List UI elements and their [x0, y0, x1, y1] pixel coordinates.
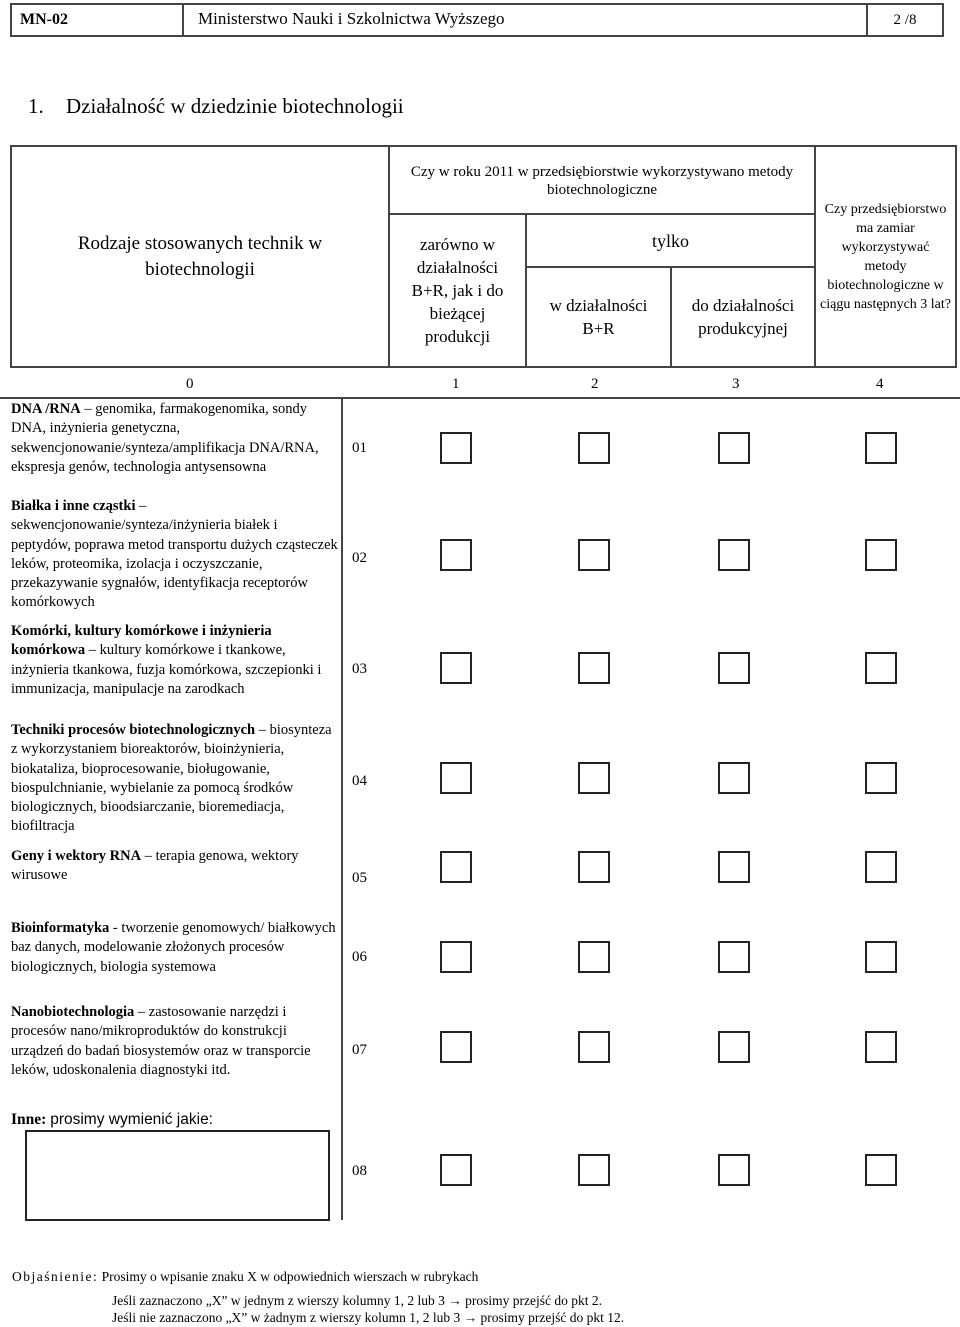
col3-header: do działalności produkcyjnej: [670, 266, 814, 366]
row-04-title: Techniki procesów biotechnologicznych: [11, 722, 256, 738]
checkbox-04-col2[interactable]: [578, 762, 610, 794]
row-07-text: – zastosowanie narzędzi i procesów nano/mikroproduktów do konstrukcji urządzeń do badań biosystemów oraz w transporcie leków, udoskonalenia diagnostyki itd.: [11, 1004, 311, 1078]
checkbox-03-col1[interactable]: [440, 652, 472, 684]
checkbox-08-col3[interactable]: [718, 1154, 750, 1186]
checkbox-08-col2[interactable]: [578, 1154, 610, 1186]
row-02-description: [11, 497, 341, 613]
checkbox-01-col2[interactable]: [578, 432, 610, 464]
techniques-column-header: Rodzaje stosowanych technik w biotechnologii: [77, 232, 323, 280]
checkbox-04-col3[interactable]: [718, 762, 750, 794]
code-column-divider: [341, 397, 343, 1220]
other-techniques-field[interactable]: [25, 1130, 330, 1221]
checkbox-01-col3[interactable]: [718, 432, 750, 464]
row-01-text: – genomika, farmakogenomika, sondy DNA, inżynieria genetyczna, sekwencjonowanie/synteza/amplifikacja DNA/RNA, ekspresja genów, technologia antysensowna: [11, 401, 319, 475]
row-04-description: [11, 721, 341, 837]
checkbox-02-col4[interactable]: [865, 539, 897, 571]
question-group-header: Czy w roku 2011 w przedsiębiorstwie wykorzystywano metody biotechnologiczne: [388, 147, 814, 213]
col4-header: Czy przedsiębiorstwo ma zamiar wykorzystywać metody biotechnologiczne w ciągu następnych 3 lat?: [814, 147, 955, 366]
footer-line1: Prosimy o wpisanie znaku X w odpowiednich wierszach w rubrykach: [101, 1269, 479, 1284]
row-05-title: Geny i wektory RNA: [11, 848, 142, 864]
row-07-code: 07: [352, 1042, 367, 1058]
footer-explanation: [12, 1269, 478, 1285]
checkbox-01-col4[interactable]: [865, 432, 897, 464]
checkbox-02-col2[interactable]: [578, 539, 610, 571]
row-08-description: [11, 1110, 341, 1129]
checkbox-03-col3[interactable]: [718, 652, 750, 684]
checkbox-02-col1[interactable]: [440, 539, 472, 571]
row-04-code: 04: [352, 773, 367, 789]
checkbox-07-col1[interactable]: [440, 1031, 472, 1063]
col1-header: zarówno w działalności B+R, jak i do bieżącej produkcji: [388, 213, 525, 366]
row-07-title: Nanobiotechnologia: [11, 1004, 135, 1020]
checkbox-03-col4[interactable]: [865, 652, 897, 684]
row-07-description: [11, 1003, 341, 1080]
row-01-title: DNA /RNA: [11, 401, 81, 417]
checkbox-05-col2[interactable]: [578, 851, 610, 883]
col2-header: w działalności B+R: [525, 266, 670, 366]
row-05-text: – terapia genowa, wektory wirusowe: [11, 848, 299, 884]
row-01-code: 01: [352, 440, 367, 456]
row-02-text: – sekwencjonowanie/synteza/inżynieria białek i peptydów, poprawa metod transportu dużych cząsteczek leków, proteomika, izolacja i oczyszczanie, przekazywanie sygnałów, identyfikacja receptorów komórkowych: [11, 498, 338, 611]
footer-label: Objaśnienie:: [12, 1269, 99, 1284]
section-number: 1.: [28, 94, 44, 118]
section-title: [28, 94, 404, 119]
col-number-2: 2: [591, 376, 599, 392]
checkbox-06-col1[interactable]: [440, 941, 472, 973]
row-03-text: – kultury komórkowe i tkankowe, inżynieria tkankowa, fuzja komórkowa, szczepionki i immunizacja, manipulacje na zarodkach: [11, 642, 322, 697]
row-06-code: 06: [352, 949, 367, 965]
table-header: [10, 145, 957, 368]
checkbox-08-col1[interactable]: [440, 1154, 472, 1186]
col-number-4: 4: [876, 376, 884, 392]
col-number-0: 0: [186, 376, 194, 392]
checkbox-06-col3[interactable]: [718, 941, 750, 973]
row-01-description: [11, 400, 341, 477]
form-code: MN-02: [12, 5, 184, 35]
row-03-title: Komórki, kultury komórkowe i inżynieria komórkowa: [11, 623, 272, 659]
col-number-1: 1: [452, 376, 460, 392]
row-08-text: prosimy wymienić jakie:: [50, 1111, 213, 1128]
footer-line3: Jeśli nie zaznaczono „X” w żadnym z wierszy kolumn 1, 2 lub 3 → prosimy przejść do pkt 12.: [112, 1310, 625, 1325]
checkbox-05-col3[interactable]: [718, 851, 750, 883]
row-04-text: – biosynteza z wykorzystaniem bioreaktorów, bioinżynieria, biokataliza, bioprocesowanie, bioługowanie, biospulchnianie, wybielanie za pomocą środków biologicznych, bioodsiarczanie, bioremediacja, biofiltracja: [11, 722, 332, 835]
col-number-3: 3: [732, 376, 740, 392]
row-06-description: [11, 919, 341, 977]
checkbox-06-col4[interactable]: [865, 941, 897, 973]
checkbox-07-col3[interactable]: [718, 1031, 750, 1063]
checkbox-05-col4[interactable]: [865, 851, 897, 883]
row-03-description: [11, 622, 341, 699]
page-number: 2 /8: [893, 12, 917, 28]
row-06-text: - tworzenie genomowych/ białkowych baz danych, modelowanie złożonych procesów biologicznych, biologia systemowa: [11, 920, 336, 975]
row-08-title: Inne:: [11, 1111, 47, 1128]
form-header: [10, 3, 944, 37]
checkbox-06-col2[interactable]: [578, 941, 610, 973]
row-05-code: 05: [352, 870, 367, 886]
table-body-top-rule: [0, 397, 960, 399]
checkbox-04-col4[interactable]: [865, 762, 897, 794]
checkbox-07-col2[interactable]: [578, 1031, 610, 1063]
row-03-code: 03: [352, 661, 367, 677]
row-02-code: 02: [352, 550, 367, 566]
checkbox-08-col4[interactable]: [865, 1154, 897, 1186]
row-05-description: [11, 847, 341, 886]
row-02-title: Białka i inne cząstki: [11, 498, 136, 514]
ministry-name: Ministerstwo Nauki i Szkolnictwa Wyższego: [184, 5, 868, 35]
row-08-code: 08: [352, 1163, 367, 1179]
checkbox-07-col4[interactable]: [865, 1031, 897, 1063]
checkbox-01-col1[interactable]: [440, 432, 472, 464]
checkbox-04-col1[interactable]: [440, 762, 472, 794]
row-06-title: Bioinformatyka: [11, 920, 110, 936]
checkbox-03-col2[interactable]: [578, 652, 610, 684]
checkbox-02-col3[interactable]: [718, 539, 750, 571]
section-title-text: Działalność w dziedzinie biotechnologii: [66, 94, 404, 118]
only-header: tylko: [525, 213, 814, 268]
checkbox-05-col1[interactable]: [440, 851, 472, 883]
footer-line2: Jeśli zaznaczono „X” w jednym z wierszy kolumny 1, 2 lub 3 → prosimy przejść do pkt 2.: [112, 1293, 603, 1308]
